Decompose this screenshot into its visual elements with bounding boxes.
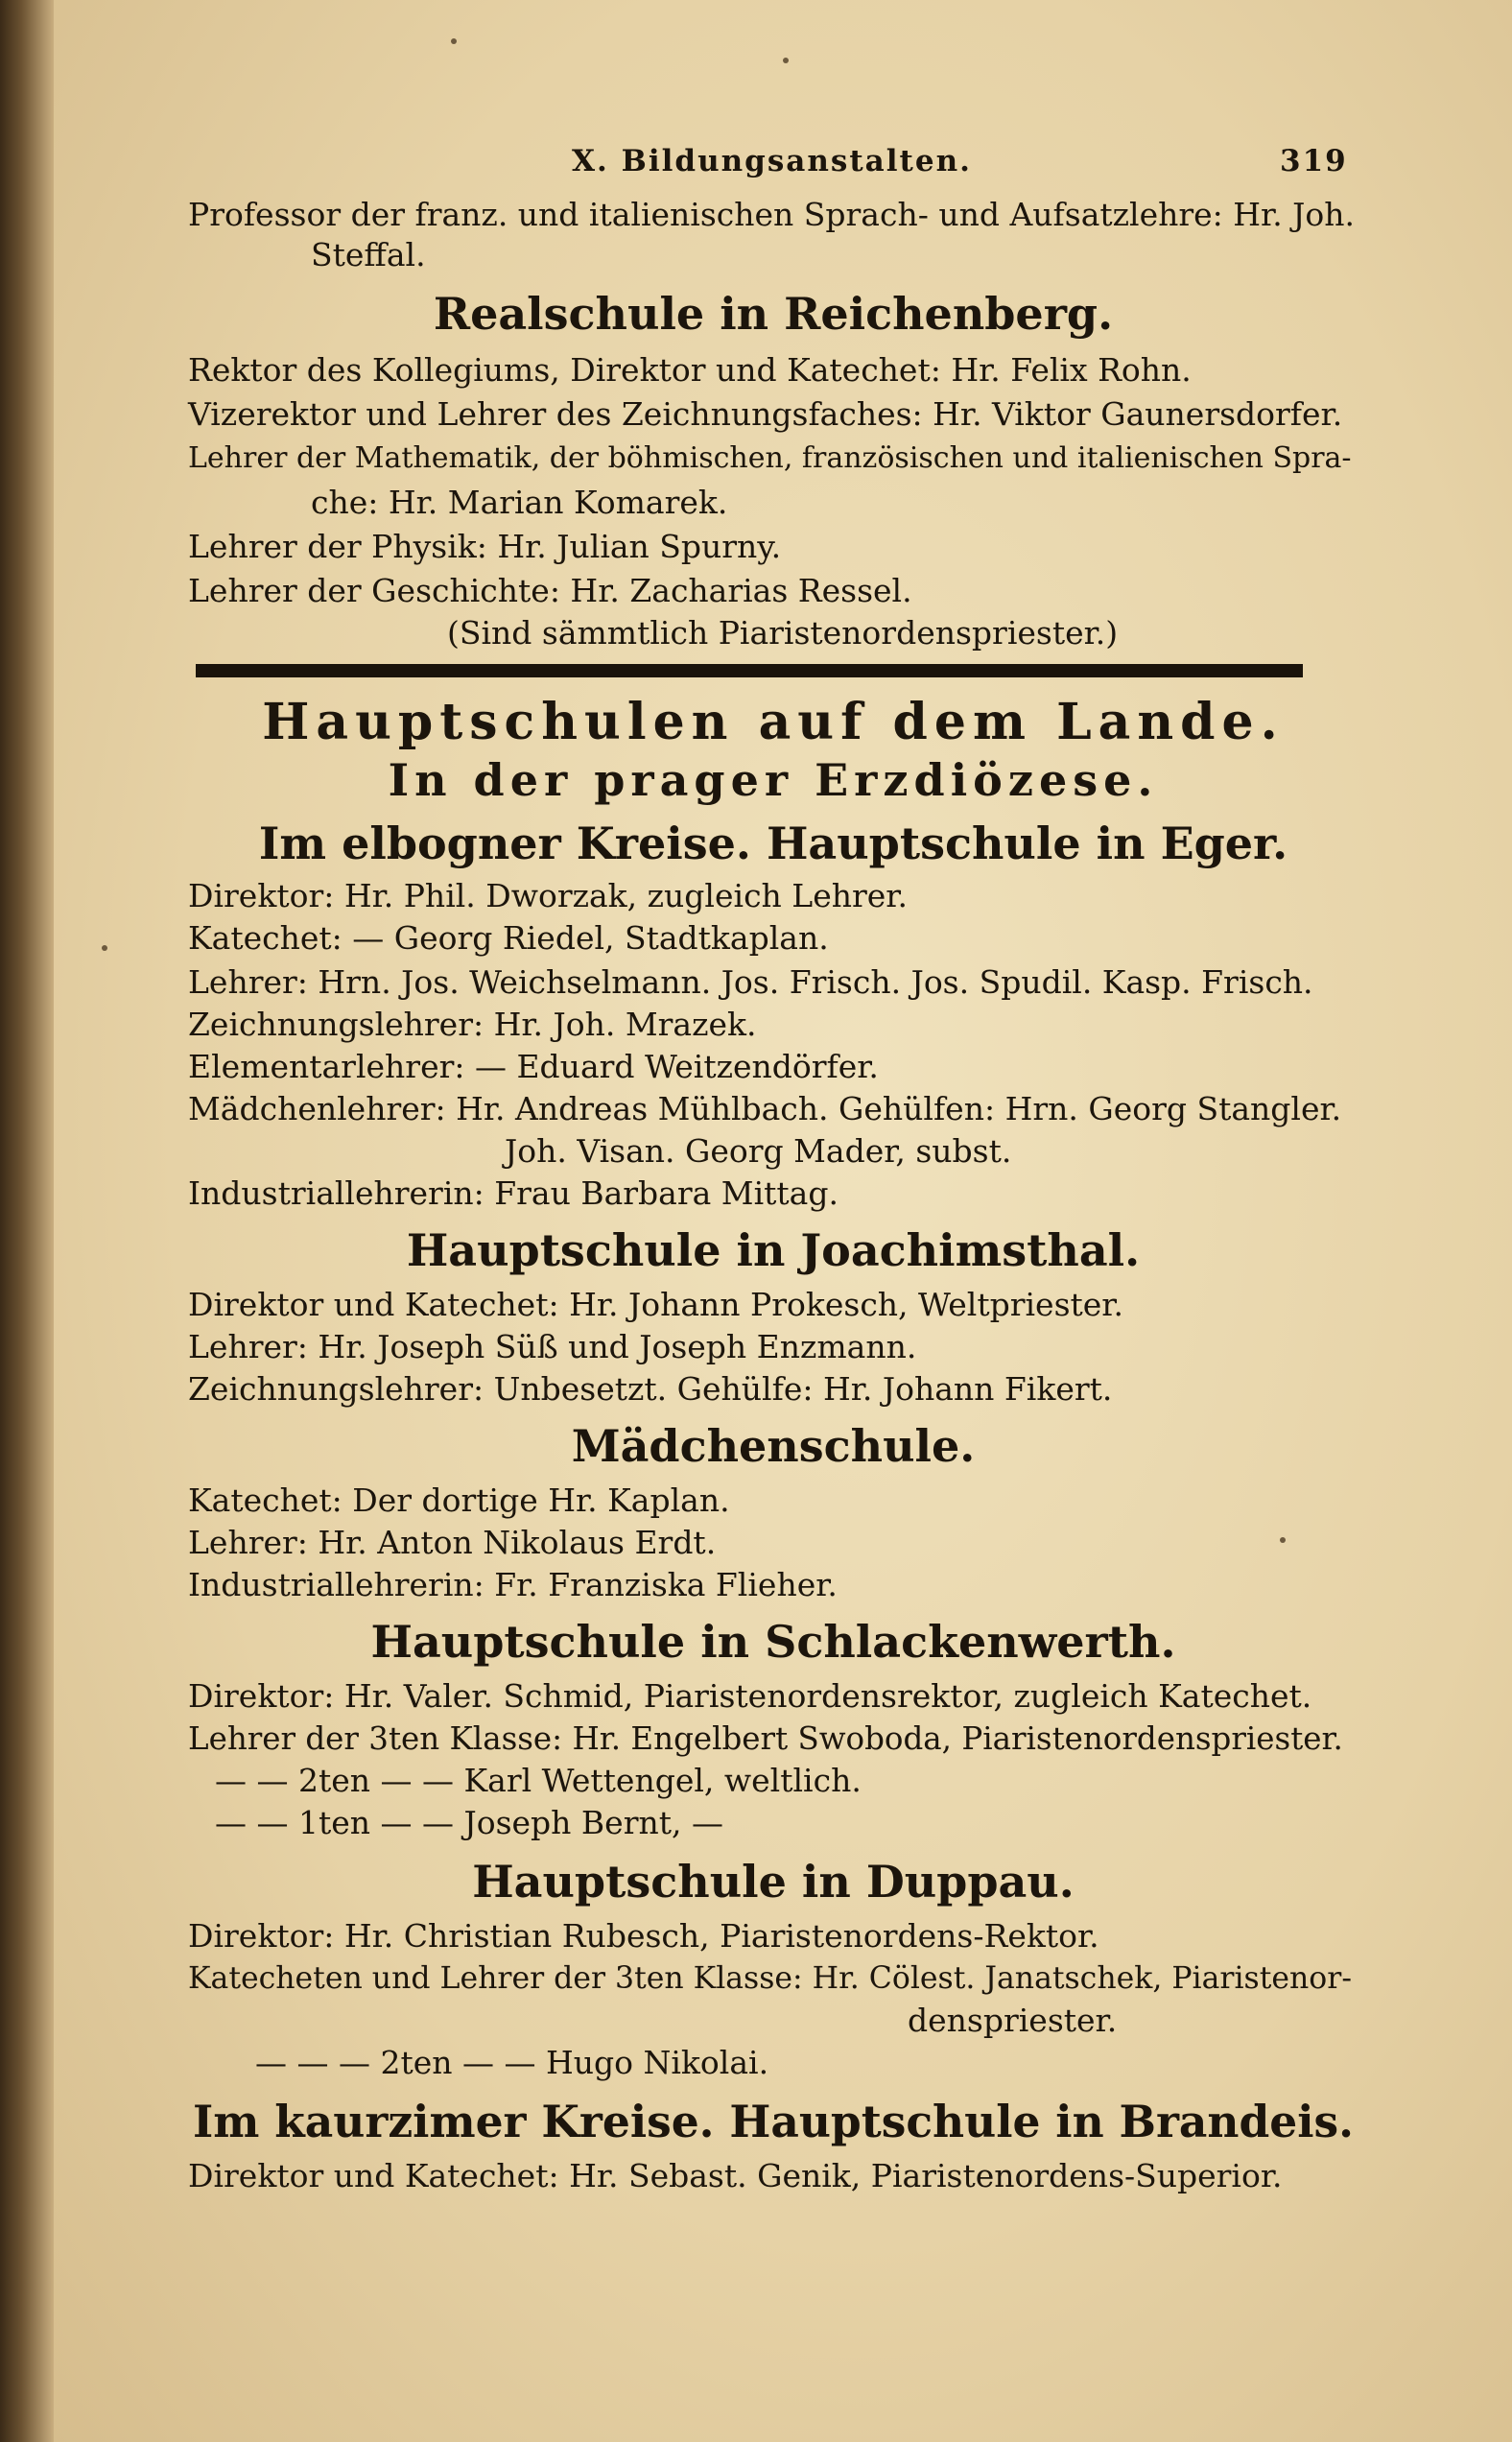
text-line: Katecheten und Lehrer der 3ten Klasse: Hr. Cölest. Janatschek, Piaristenor- <box>188 1961 1352 1996</box>
main-heading: Hauptschulen auf dem Lande. <box>262 693 1285 751</box>
text-line: che: Hr. Marian Komarek. <box>311 484 728 521</box>
text-line: Professor der franz. und italienischen Sprach- und Aufsatzlehre: Hr. Joh. <box>188 196 1356 233</box>
section-divider-rule <box>196 664 1303 677</box>
text-line: — — — 2ten — — Hugo Nikolai. <box>255 2044 769 2081</box>
text-line: Industriallehrerin: Fr. Franziska Flieher. <box>188 1566 838 1603</box>
text-line: Lehrer der 3ten Klasse: Hr. Engelbert Swoboda, Piaristenordenspriester. <box>188 1720 1343 1757</box>
page-number: 319 <box>1280 144 1348 178</box>
paper-speck <box>1280 1537 1286 1543</box>
section-heading-schlackenwerth: Hauptschule in Schlackenwerth. <box>370 1616 1176 1668</box>
text-line: denspriester. <box>908 2002 1118 2039</box>
text-line: Direktor: Hr. Phil. Dworzak, zugleich Lehrer. <box>188 877 908 914</box>
sub-heading-diocese: In der prager Erzdiözese. <box>388 754 1159 806</box>
book-page <box>54 0 1512 2442</box>
text-line: Lehrer der Mathematik, der böhmischen, französischen und italienischen Spra- <box>188 441 1352 475</box>
text-line: Industriallehrerin: Frau Barbara Mittag. <box>188 1174 839 1212</box>
region-heading-elbogen: Im elbogner Kreise. Hauptschule in Eger. <box>258 818 1288 869</box>
section-heading-duppau: Hauptschule in Duppau. <box>472 1856 1075 1908</box>
text-line: Katechet: Der dortige Hr. Kaplan. <box>188 1482 730 1519</box>
paper-speck <box>783 58 789 63</box>
paper-speck <box>451 38 457 44</box>
text-line: Lehrer: Hr. Joseph Süß und Joseph Enzmann. <box>188 1328 917 1365</box>
text-line: Elementarlehrer: — Eduard Weitzendörfer. <box>188 1048 879 1085</box>
text-line: Lehrer der Physik: Hr. Julian Spurny. <box>188 528 782 565</box>
section-heading-joachimsthal: Hauptschule in Joachimsthal. <box>406 1224 1141 1276</box>
text-line: Lehrer der Geschichte: Hr. Zacharias Ressel. <box>188 572 912 609</box>
text-line: Katechet: — Georg Riedel, Stadtkaplan. <box>188 919 829 957</box>
text-line: (Sind sämmtlich Piaristenordenspriester.) <box>447 614 1119 652</box>
paper-speck <box>102 945 107 951</box>
text-line: Zeichnungslehrer: Unbesetzt. Gehülfe: Hr. Johann Fikert. <box>188 1370 1113 1408</box>
text-line: Direktor: Hr. Valer. Schmid, Piaristenordensrektor, zugleich Katechet. <box>188 1677 1312 1715</box>
text-line: Steffal. <box>311 236 426 273</box>
text-line: Joh. Visan. Georg Mader, subst. <box>505 1132 1012 1170</box>
text-line: Rektor des Kollegiums, Direktor und Katechet: Hr. Felix Rohn. <box>188 351 1192 389</box>
book-spine-shadow <box>0 0 54 2442</box>
text-line: — — 1ten — — Joseph Bernt, — <box>215 1804 723 1841</box>
text-line: Direktor und Katechet: Hr. Johann Prokesch, Weltpriester. <box>188 1286 1123 1323</box>
text-line: Mädchenlehrer: Hr. Andreas Mühlbach. Gehülfen: Hrn. Georg Stangler. <box>188 1090 1342 1127</box>
text-line: Lehrer: Hr. Anton Nikolaus Erdt. <box>188 1524 717 1561</box>
text-line: Direktor und Katechet: Hr. Sebast. Genik, Piaristenordens-Superior. <box>188 2157 1283 2194</box>
section-heading-maedchenschule: Mädchenschule. <box>571 1420 976 1472</box>
text-line: — — 2ten — — Karl Wettengel, weltlich. <box>215 1762 862 1799</box>
running-head-title: X. Bildungsanstalten. <box>572 144 972 178</box>
text-line: Lehrer: Hrn. Jos. Weichselmann. Jos. Frisch. Jos. Spudil. Kasp. Frisch. <box>188 963 1313 1001</box>
region-heading-kaurzim: Im kaurzimer Kreise. Hauptschule in Brandeis. <box>193 2096 1354 2147</box>
text-line: Vizerektor und Lehrer des Zeichnungsfaches: Hr. Viktor Gaunersdorfer. <box>188 395 1343 433</box>
section-heading-realschule: Realschule in Reichenberg. <box>433 288 1114 340</box>
text-line: Direktor: Hr. Christian Rubesch, Piaristenordens-Rektor. <box>188 1917 1099 1955</box>
text-line: Zeichnungslehrer: Hr. Joh. Mrazek. <box>188 1006 757 1043</box>
